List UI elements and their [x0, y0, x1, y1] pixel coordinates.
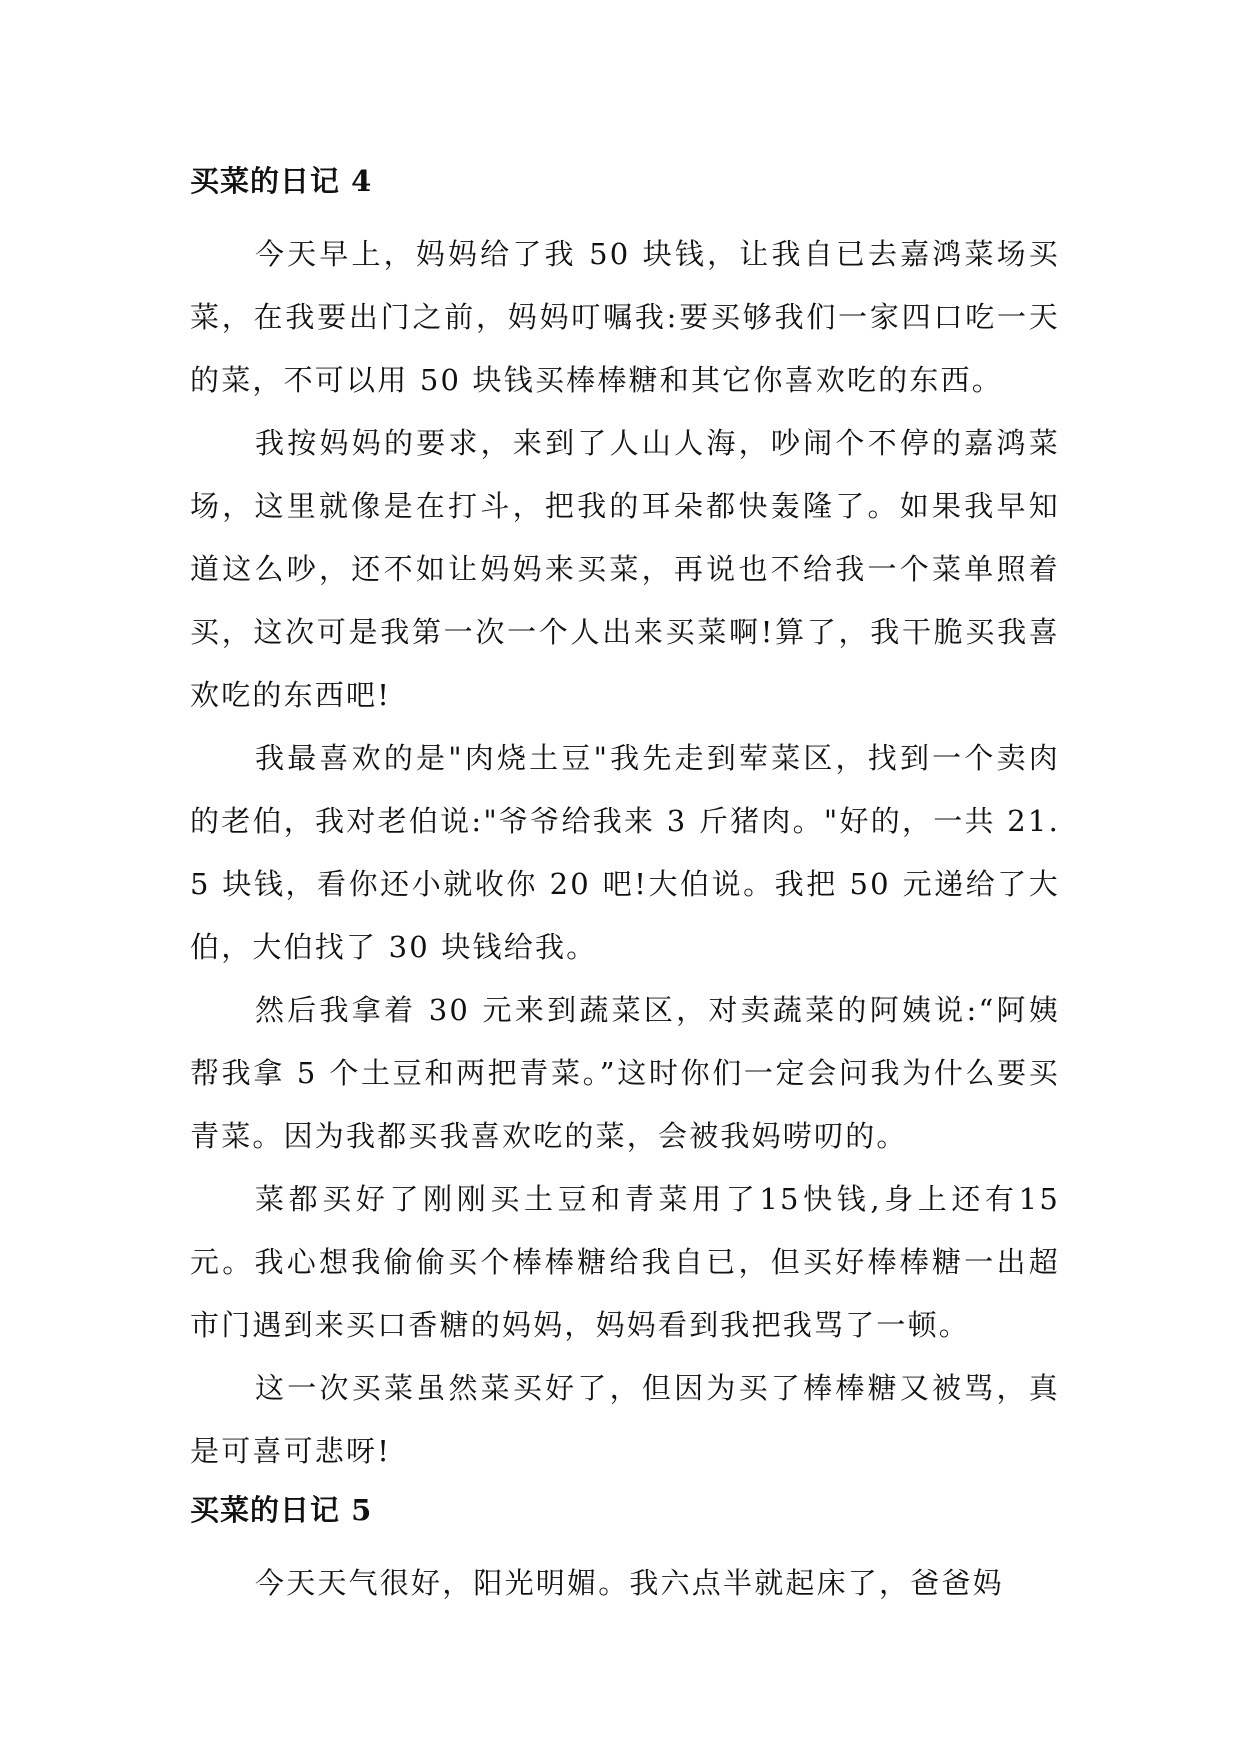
- paragraph: 今天天气很好，阳光明媚。我六点半就起床了，爸爸妈: [255, 1566, 1004, 1600]
- paragraph: 我按妈妈的要求，来到了人山人海，吵闹个不停的嘉鸿菜场，这里就像是在打斗，把我的耳朵都快轰隆了。如果我早知道这么吵，还不如让妈妈来买菜，再说也不给我一个菜单照着买，这次可是我第一次一个人出来买菜啊!算了，我干脆买我喜欢吃的东西吧!: [190, 426, 1060, 712]
- paragraph: 这一次买菜虽然菜买好了，但因为买了棒棒糖又被骂，真是可喜可悲呀!: [190, 1371, 1060, 1468]
- paragraph: 菜都买好了刚刚买土豆和青菜用了15快钱,身上还有15元。我心想我偷偷买个棒棒糖给我自已，但买好棒棒糖一出超市门遇到来买口香糖的妈妈，妈妈看到我把我骂了一顿。: [190, 1182, 1060, 1342]
- diary-section-4: [190, 160, 1060, 1483]
- diary-section-5: [190, 1489, 1060, 1615]
- section-title: 买菜的日记 4: [190, 164, 373, 198]
- paragraph: 然后我拿着 30 元来到蔬菜区，对卖蔬菜的阿姨说:“阿姨帮我拿 5 个土豆和两把青菜。”这时你们一定会问我为什么要买青菜。因为我都买我喜欢吃的菜，会被我妈唠叨的。: [190, 993, 1060, 1153]
- section-title: 买菜的日记 5: [190, 1493, 373, 1527]
- document-page: [190, 160, 1060, 1615]
- paragraph: 我最喜欢的是"肉烧土豆"我先走到荤菜区，找到一个卖肉的老伯，我对老伯说:"爷爷给我来 3 斤猪肉。"好的，一共 21.5 块钱，看你还小就收你 20 吧!大伯说。我把 50 元递给了大伯，大伯找了 30 块钱给我。: [190, 741, 1060, 964]
- paragraph: 今天早上，妈妈给了我 50 块钱，让我自已去嘉鸿菜场买菜，在我要出门之前，妈妈叮嘱我:要买够我们一家四口吃一天的菜，不可以用 50 块钱买棒棒糖和其它你喜欢吃的东西。: [190, 237, 1060, 397]
